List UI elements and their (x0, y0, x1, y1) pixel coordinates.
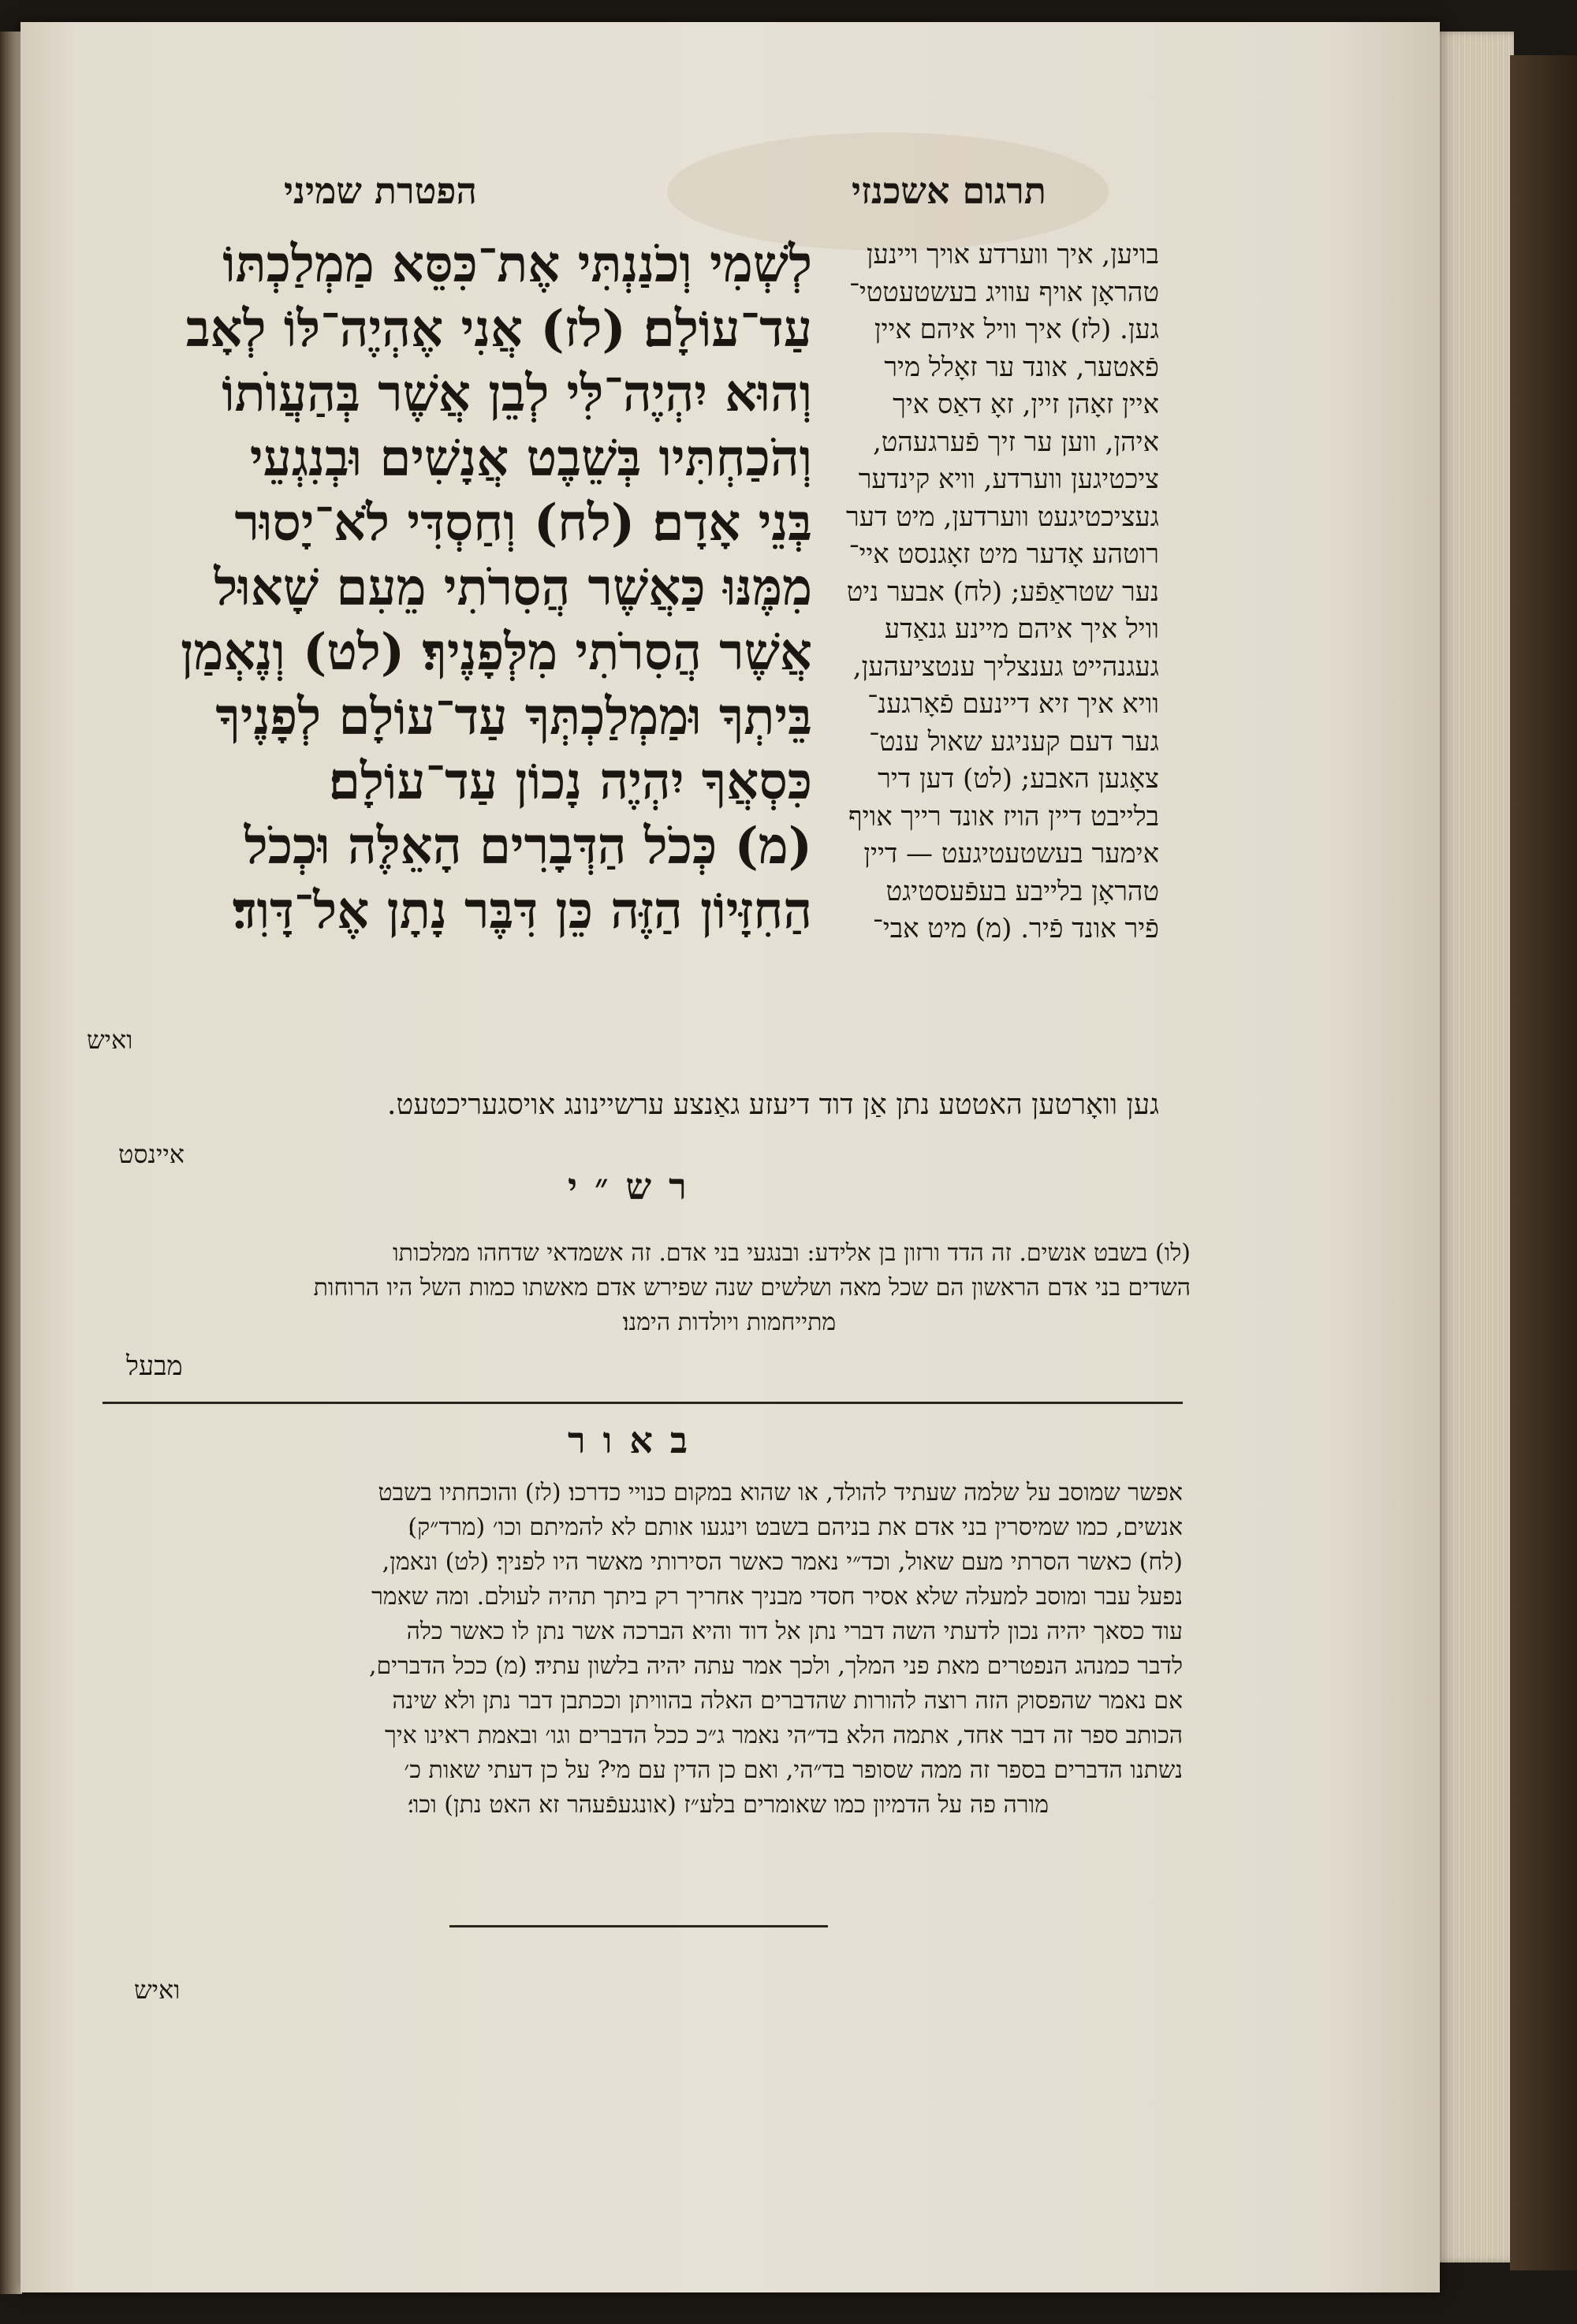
verse-line: (מ) כְּכֹל הַדְּבָרִים הָאֵלֶּה וּכְכֹל (244, 817, 812, 876)
translation-line: איהן, ווען ער זיך פֿערגעהט, (872, 426, 1159, 458)
translation-line: געגנהייט גענצליך ענטציעהען, (852, 650, 1159, 683)
translation-line: טהראָן בלייבע בעפֿעסטיגט (885, 875, 1159, 907)
biur-line: נשתנו הדברים בספר זה ממה שסופר בד״הי, ואם כן הדין עם מי? על כן דעתי שאות כ׳ (404, 1756, 1183, 1784)
page-header-left: הפטרת שמיני (284, 169, 477, 212)
rashi-line: (לו) בשבט אנשים. זה הדד ורזון בן אלידע: ובנגעי בני אדם. זה אשמדאי שדחהו ממלכותו (393, 1239, 1191, 1267)
end-rule (449, 1925, 828, 1927)
rashi-commentary (110, 1236, 1191, 1340)
translation-line: גען. (לז) איך וויל איהם איין (874, 314, 1159, 345)
translation-line: רוטהע אָדער מיט זאָגנסט איי־ (848, 538, 1159, 570)
translation-line: פֿאטער, אונד ער זאָלל מיר (884, 351, 1159, 383)
translation-line: צאָגען האבע; (לט) דען דיר (878, 763, 1159, 795)
biur-line: עוד כסאך יהיה נכון לדעתי השה דברי נתן אל דוד והיא הברכה אשר נתן לו כאשר כלה (406, 1618, 1183, 1645)
verse-line: אֲשֶׁר הֲסִרֹתִי מִלְּפָנֶיךָ׃ (לט) וְנֶאְמַן (181, 623, 812, 682)
translation-line: פֿיר אונד פֿיר. (מ) מיט אבי־ (872, 913, 1159, 944)
biur-line: אפשר שמוסב על שלמה שעתיד להולד, או שהוא במקום כנויי כדרכו׃ (לז) והוכחתיו בשבט (378, 1479, 1183, 1507)
biur-line: (לח) כאשר הסרתי מעם שאול, וכד״י נאמר כאשר הסירותי מאשר היו לפניך׃ (לט) ונאמן, (382, 1548, 1183, 1576)
translation-line: טהראָן אויף עוויג בעשטעטטי־ (848, 276, 1159, 308)
book-cover-right (1510, 55, 1577, 2270)
translation-line: איין זאָהן זיין, זאָ דאַס איך (893, 389, 1159, 420)
biur-line: אם נאמר שהפסוק הזה רוצה להורות שהדברים האלה בהוויתן וככתבן דבר נתן ולא שינה (392, 1687, 1183, 1715)
biur-line: לדבר כמנהג הנפטרים מאת פני המלך, ולכך אמר עתה יהיה בלשון עתיד׃ (מ) ככל הדברים, (368, 1652, 1183, 1680)
biur-commentary (95, 1476, 1183, 1823)
rashi-catchword: מבעל (126, 1350, 183, 1382)
translation-column (820, 236, 1159, 948)
section-divider (103, 1402, 1183, 1404)
verse-line: בְּנֵי אָדָם׃ (לח) וְחַסְדִּי לֹא־יָסוּר (234, 493, 812, 553)
biur-line: מורה פה על הדמיון כמו שאומרים בלע״ז (אונגעפֿעהר זא האט נתן) וכו׳׃ (407, 1791, 1049, 1819)
verse-line: וְהוּא יִהְיֶה־לִּי לְבֵן אֲשֶׁר בְּהַעֲוֺתוֹ (222, 364, 812, 423)
translation-line: אימער בעשטעטיגעט — דיין (863, 838, 1159, 870)
translation-line: נער שטראַפֿע; (לח) אבער ניט (846, 575, 1159, 608)
bottom-catchword: ואיש (134, 1975, 181, 2005)
rashi-line: מתייחמות ויולדות הימנו׃ (622, 1309, 837, 1336)
translation-line: ציכטיגען ווערדע, וויא קינדער (858, 464, 1159, 495)
biur-line: אנשים, כמו שמיסרין בני אדם את בניהם בשבט וינגעו אותם לא להמיתם וכו׳ (מרד״ק)׃ (408, 1514, 1183, 1541)
translation-full-line: גען וואָרטען האטטע נתן אַן דוד דיעזע גאַנצע ערשיינונג אויסגעריכטעט. (387, 1089, 1159, 1121)
verse-line: בֵּיתְךָ וּמַמְלַכְתְּךָ עַד־עוֹלָם לְפָנֶיךָ (215, 687, 812, 747)
translation-line: בויען, איך ווערדע אויך ויינען (866, 239, 1159, 270)
verse-line: כִּסְאֲךָ יִהְיֶה נָכוֹן עַד־עוֹלָם׃ (329, 752, 812, 811)
verse-column (87, 233, 812, 944)
translation-catchword: איינסט (118, 1139, 185, 1169)
rashi-line: השדים בני אדם הראשון הם שכל מאה ושלשים שנה שפירש אדם מאשתו כמות השל היו הרוחות (313, 1274, 1191, 1302)
verse-line: הַחִזָּיוֹן הַזֶּה כֵּן דִּבֶּר נָתָן אֶל־דָּוִד׃ (232, 881, 812, 940)
rashi-title: רש״י (568, 1165, 704, 1208)
page-header-right: תרגום אשכנזי (852, 169, 1046, 212)
book-edge-left (0, 32, 22, 2294)
verse-line: עַד־עוֹלָם׃ (לז) אֲנִי אֶהְיֶה־לּוֹ לְאָב (185, 300, 812, 359)
translation-line: וויל איך איהם מיינע גנאַדע (884, 613, 1159, 645)
verse-line: מִמֶּנּוּ כַּאֲשֶׁר הֲסִרֹתִי מֵעִם שָׁאוּל (214, 558, 812, 617)
translation-line: געציכטיגעט ווערדען, מיט דער (846, 501, 1159, 533)
verse-catchword: ואיש (87, 1025, 133, 1055)
verse-line: לְשְׁמִי וְכֹנַנְתִּי אֶת־כִּסֵּא מַמְלַכְתּוֹ (222, 235, 812, 294)
biur-line: הכותב ספר זה דבר אחד, אתמה הלא בד״הי נאמר ג״כ ככל הדברים וגו׳ ובאמת ראינו איך (384, 1722, 1183, 1749)
biur-line: נפעל עבר ומוסב למעלה שלא אסיר חסדי מבניך אחריך רק ביתך תהיה לעולם. ומה שאמר (371, 1583, 1183, 1611)
translation-line: וויא איך זיא דיינעם פֿאָרגענ־ (867, 688, 1159, 720)
translation-line: בלייבט דיין הויז אונד רייך אויף (848, 800, 1159, 832)
translation-line: גער דעם קעניגע שאול ענט־ (868, 725, 1159, 758)
verse-line: וְהֹכַחְתִּיו בְּשֵׁבֶט אֲנָשִׁים וּבְנִגְעֵי (249, 429, 812, 488)
biur-title: באור (568, 1419, 706, 1462)
